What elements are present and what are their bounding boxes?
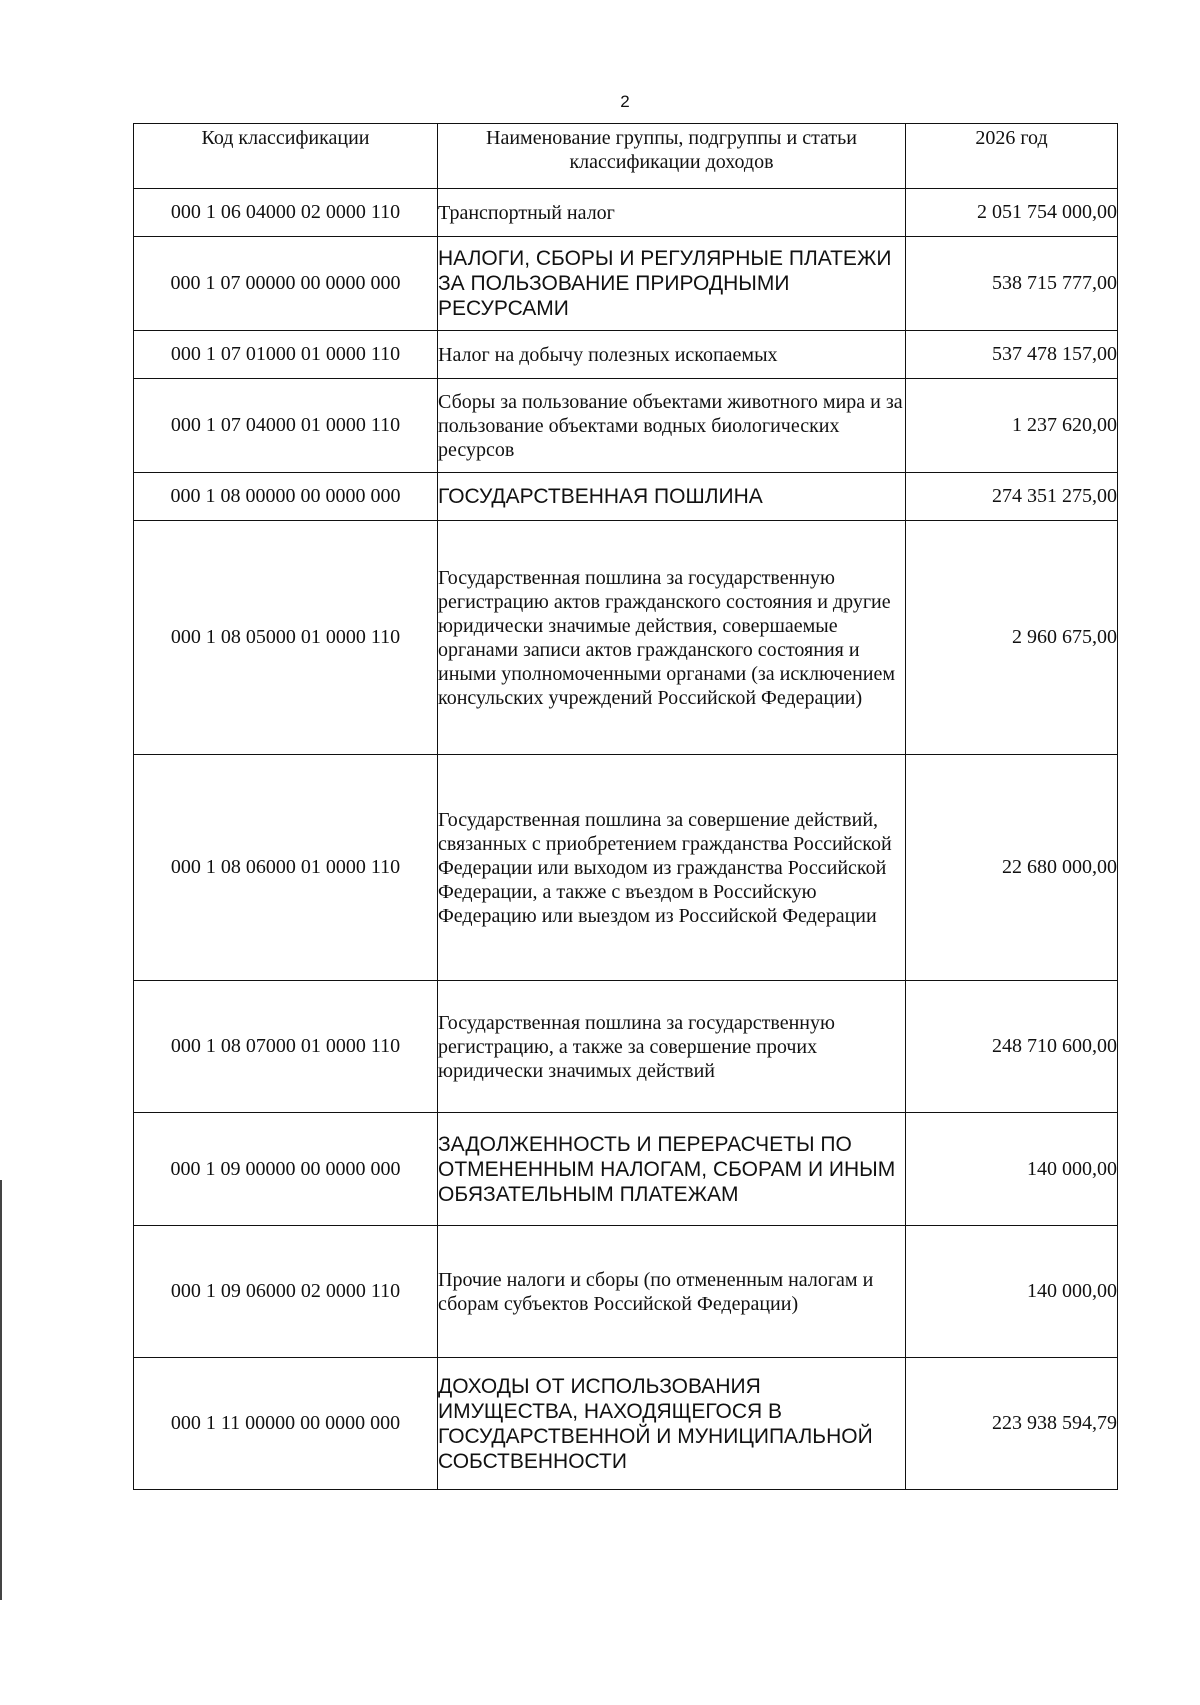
table-row: [134, 1113, 1118, 1226]
header-name: Наименование группы, подгруппы и статьи классификации доходов: [438, 124, 906, 189]
name-cell: Государственная пошлина за государственную регистрацию актов гражданского состояния и другие юридически значимые действия, совершаемые органами записи актов гражданского состояния и иными уполномоченными органами (за исключением консульских учреждений Российской Федерации): [438, 521, 906, 755]
code-cell: 000 1 08 06000 01 0000 110: [134, 755, 438, 981]
amount-cell: 22 680 000,00: [906, 755, 1118, 981]
name-cell: Сборы за пользование объектами животного мира и за пользование объектами водных биологических ресурсов: [438, 379, 906, 473]
name-cell: Транспортный налог: [438, 189, 906, 237]
table-row: [134, 1226, 1118, 1358]
code-cell: 000 1 07 01000 01 0000 110: [134, 331, 438, 379]
code-cell: 000 1 07 04000 01 0000 110: [134, 379, 438, 473]
code-cell: 000 1 08 05000 01 0000 110: [134, 521, 438, 755]
amount-cell: 140 000,00: [906, 1113, 1118, 1226]
name-cell: Государственная пошлина за государственную регистрацию, а также за совершение прочих юридически значимых действий: [438, 981, 906, 1113]
amount-cell: 2 960 675,00: [906, 521, 1118, 755]
amount-cell: 2 051 754 000,00: [906, 189, 1118, 237]
code-cell: 000 1 08 00000 00 0000 000: [134, 473, 438, 521]
name-cell: Государственная пошлина за совершение действий, связанных с приобретением гражданства Российской Федерации или выходом из гражданства Российской Федерации, а также с въездом в Российскую Федерацию или выездом из Российской Федерации: [438, 755, 906, 981]
code-cell: 000 1 07 00000 00 0000 000: [134, 237, 438, 331]
code-cell: 000 1 09 06000 02 0000 110: [134, 1226, 438, 1358]
table-row: [134, 981, 1118, 1113]
table-row: [134, 237, 1118, 331]
amount-cell: 537 478 157,00: [906, 331, 1118, 379]
table-row: [134, 379, 1118, 473]
header-code: Код классификации: [134, 124, 438, 189]
code-cell: 000 1 08 07000 01 0000 110: [134, 981, 438, 1113]
code-cell: 000 1 09 00000 00 0000 000: [134, 1113, 438, 1226]
table-row: [134, 473, 1118, 521]
name-cell: ГОСУДАРСТВЕННАЯ ПОШЛИНА: [438, 473, 906, 521]
name-cell: Прочие налоги и сборы (по отмененным налогам и сборам субъектов Российской Федерации): [438, 1226, 906, 1358]
name-cell: ЗАДОЛЖЕННОСТЬ И ПЕРЕРАСЧЕТЫ ПО ОТМЕНЕННЫМ НАЛОГАМ, СБОРАМ И ИНЫМ ОБЯЗАТЕЛЬНЫМ ПЛАТЕЖАМ: [438, 1113, 906, 1226]
scan-edge-line: [0, 1180, 2, 1600]
table-row: [134, 1358, 1118, 1490]
amount-cell: 223 938 594,79: [906, 1358, 1118, 1490]
table-row: [134, 521, 1118, 755]
amount-cell: 1 237 620,00: [906, 379, 1118, 473]
table-row: [134, 331, 1118, 379]
amount-cell: 274 351 275,00: [906, 473, 1118, 521]
table-row: [134, 755, 1118, 981]
amount-cell: 140 000,00: [906, 1226, 1118, 1358]
name-cell: ДОХОДЫ ОТ ИСПОЛЬЗОВАНИЯ ИМУЩЕСТВА, НАХОДЯЩЕГОСЯ В ГОСУДАРСТВЕННОЙ И МУНИЦИПАЛЬНОЙ СОБСТВЕННОСТИ: [438, 1358, 906, 1490]
amount-cell: 538 715 777,00: [906, 237, 1118, 331]
revenue-table: [133, 123, 1118, 1490]
name-cell: Налог на добычу полезных ископаемых: [438, 331, 906, 379]
header-amount: 2026 год: [906, 124, 1118, 189]
header-row: [134, 124, 1118, 189]
amount-cell: 248 710 600,00: [906, 981, 1118, 1113]
table-row: [134, 189, 1118, 237]
page-number: 2: [620, 92, 630, 111]
name-cell: НАЛОГИ, СБОРЫ И РЕГУЛЯРНЫЕ ПЛАТЕЖИ ЗА ПОЛЬЗОВАНИЕ ПРИРОДНЫМИ РЕСУРСАМИ: [438, 237, 906, 331]
code-cell: 000 1 11 00000 00 0000 000: [134, 1358, 438, 1490]
code-cell: 000 1 06 04000 02 0000 110: [134, 189, 438, 237]
